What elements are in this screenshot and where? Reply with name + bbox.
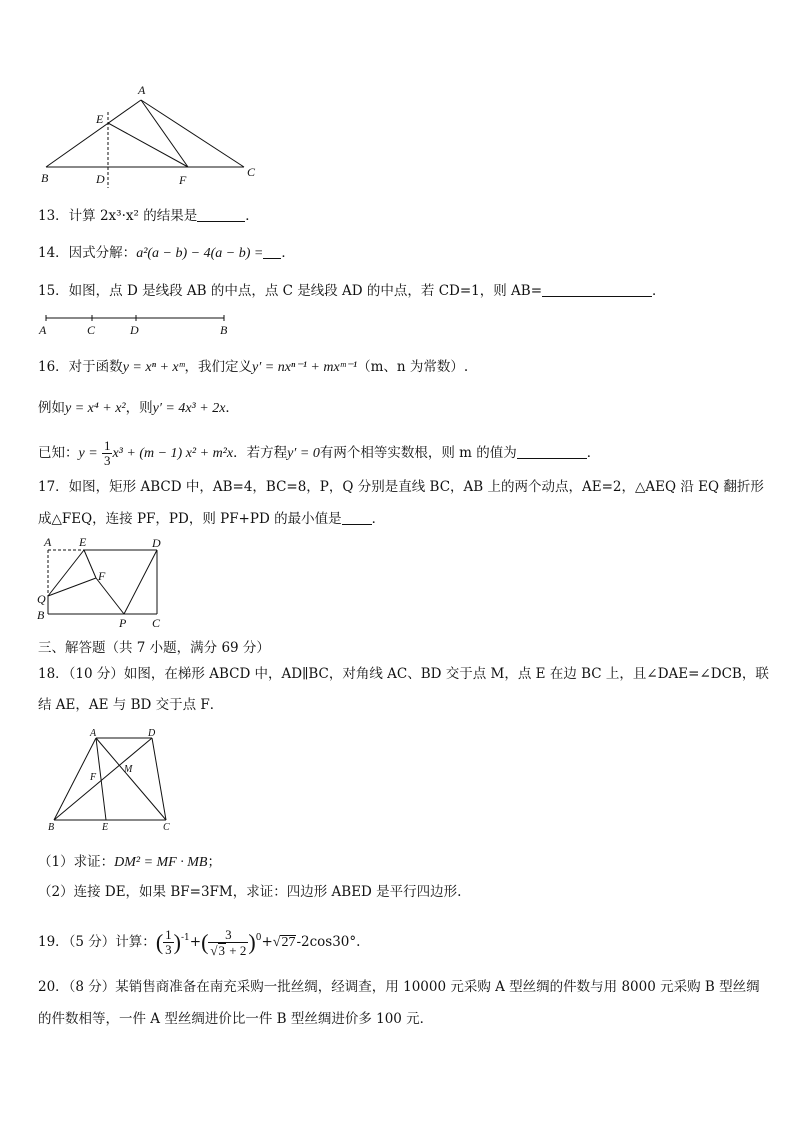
rect-label-D: D — [152, 536, 161, 550]
q16-example-tail: ． — [225, 400, 239, 416]
rect-label-E: E — [79, 535, 87, 549]
q20-line1: 20．（8 分）某销售商准备在南充采购一批丝绸，经调查，用 10000 元采购 A 型丝绸的件数与用 8000 元采购 B 型丝绸 — [38, 979, 760, 995]
trap-label-B: B — [48, 822, 55, 833]
q19-plus2: + — [261, 934, 273, 950]
trapezoid-figure — [44, 726, 174, 836]
triangle-figure — [36, 82, 266, 192]
q16-known-mid: ．若方程 — [233, 445, 288, 461]
question-18-line2 — [38, 695, 223, 715]
segment-PD — [124, 550, 157, 614]
q16-known-y: y = — [78, 446, 98, 461]
seg-label-B: B — [220, 323, 228, 337]
q13-tail: ． — [245, 208, 259, 224]
q16-frac-den: 3 — [103, 453, 111, 468]
rect-label-B: B — [37, 608, 45, 622]
label-D: D — [96, 172, 105, 186]
label-E: E — [96, 112, 104, 126]
segment-figure — [36, 310, 236, 338]
q15-blank[interactable] — [542, 282, 652, 297]
label-B: B — [41, 171, 49, 185]
q16-example-prefix: 例如 — [38, 400, 65, 416]
seg-label-A: A — [39, 323, 47, 337]
q16-mid: ，我们定义 — [184, 359, 252, 375]
q18-line1: 18．（10 分）如图，在梯形 ABCD 中，AD∥BC，对角线 AC、BD 交于点 M，点 E 在边 BC 上，且∠DAE=∠DCB，联 — [38, 666, 769, 682]
rect-label-Q: Q — [37, 592, 46, 606]
q15-text: 15．如图，点 D 是线段 AB 的中点，点 C 是线段 AD 的中点，若 CD=1，则 AB= — [38, 283, 543, 299]
question-13 — [38, 206, 259, 226]
question-17-line1 — [38, 477, 764, 497]
segment-AC — [141, 100, 244, 167]
q16-example-fn: y = x⁴ + x² — [65, 401, 126, 416]
segment-FP — [96, 578, 124, 614]
q19-frac2-root: 3 — [218, 942, 226, 958]
q16-example-deriv: y′ = 4x³ + 2x — [152, 401, 226, 416]
q16-known-rest: x³ + (m − 1) x² + m²x — [112, 446, 234, 461]
q16-fraction — [102, 439, 113, 468]
q16-end: ． — [586, 445, 601, 461]
q19-exp2: 0 — [255, 933, 262, 943]
q13-blank[interactable] — [197, 207, 245, 222]
q16-derivative-def: y′ = nxⁿ⁻¹ + mxᵐ⁻¹ — [251, 360, 358, 375]
q14-tail: ． — [281, 245, 295, 261]
segment-DC — [152, 738, 166, 820]
q19-root27: 27 — [281, 935, 296, 950]
label-A: A — [138, 83, 146, 97]
question-17-line2 — [38, 509, 385, 529]
question-20-line2 — [38, 1009, 433, 1029]
q19-prefix: 19．（5 分）计算： — [38, 934, 156, 950]
segment-BD — [54, 738, 152, 820]
seg-label-C: C — [87, 323, 96, 337]
section-3-title — [38, 638, 270, 658]
trap-label-D: D — [148, 728, 156, 739]
q18-part1-expr: DM² = MF · MB — [114, 855, 208, 870]
q16-prefix: 16．对于函数 — [38, 359, 123, 375]
segment-EF — [84, 550, 96, 578]
q19-frac2-den-tail: + 2 — [229, 942, 247, 958]
q18-part2: （2）连接 DE，如果 BF=3FM，求证：四边形 ABED 是平行四边形. — [38, 884, 462, 900]
q14-expr: a²(a − b) − 4(a − b) = — [136, 246, 264, 261]
q18-line2: 结 AE，AE 与 BD 交于点 F． — [38, 697, 224, 713]
q19-frac1-den: 3 — [165, 942, 172, 957]
rect-label-P: P — [119, 616, 127, 630]
question-18-line1 — [38, 664, 769, 684]
rect-label-C: C — [152, 616, 161, 630]
q16-known-tail: 有两个相等实数根，则 m 的值为 — [319, 445, 517, 461]
segment-EF — [108, 123, 188, 167]
trap-label-A: A — [90, 728, 97, 739]
question-18-part2 — [38, 882, 461, 902]
q16-frac-num: 1 — [103, 438, 111, 453]
q16-blank[interactable] — [517, 444, 587, 459]
q19-plus1: + — [189, 934, 202, 950]
q13-text: 13．计算 2x³·x² 的结果是 — [38, 208, 198, 224]
q17-tail: ． — [371, 511, 386, 527]
question-20-line1 — [38, 977, 760, 997]
q19-frac1-num: 1 — [165, 927, 172, 942]
q19-frac1 — [163, 928, 174, 957]
trap-label-M: M — [124, 764, 133, 775]
rectangle-figure — [34, 534, 174, 630]
rect-label-A: A — [44, 535, 52, 549]
trap-label-E: E — [102, 822, 109, 833]
segment-AE — [96, 738, 106, 820]
question-16-line1 — [38, 357, 468, 378]
q14-prefix: 14．因式分解： — [38, 245, 137, 261]
trap-label-F: F — [90, 772, 97, 783]
segment-AC — [96, 738, 166, 820]
q19-tail: -2cos30°. — [296, 934, 361, 950]
section-3-text: 三、解答题（共 7 小题，满分 69 分） — [38, 640, 270, 656]
q16-known-prefix: 已知： — [38, 445, 79, 461]
label-C: C — [247, 165, 256, 179]
q19-frac2-den: √3 + 2 — [210, 942, 247, 958]
trap-label-C: C — [163, 822, 170, 833]
q20-line2: 的件数相等，一件 A 型丝绸进价比一件 B 型丝绸进价多 100 元． — [38, 1011, 434, 1027]
question-16-line3 — [38, 438, 600, 469]
q14-blank[interactable] — [263, 244, 281, 259]
question-16-line2 — [38, 398, 239, 419]
rect-label-F: F — [98, 569, 106, 583]
q19-frac2-num: 3 — [208, 928, 248, 943]
q19-frac2 — [208, 928, 248, 958]
q16-equation: y′ = 0 — [287, 446, 320, 461]
q19-exp1: -1 — [180, 933, 190, 943]
question-18-part1 — [38, 852, 221, 873]
q18-part1-tail: ； — [207, 854, 221, 870]
label-F: F — [179, 173, 187, 187]
q15-tail: ． — [652, 283, 666, 299]
q18-part1-prefix: （1）求证： — [38, 854, 115, 870]
q16-tail: （m、n 为常数）. — [357, 359, 469, 375]
seg-label-D: D — [130, 323, 139, 337]
q16-example-mid: ，则 — [125, 400, 153, 416]
q17-line2: 成△FEQ，连接 PF，PD，则 PF+PD 的最小值是 — [38, 511, 342, 527]
question-15 — [38, 281, 666, 301]
q17-blank[interactable] — [342, 510, 372, 525]
q17-line1: 17．如图，矩形 ABCD 中，AB=4，BC=8，P，Q 分别是直线 BC，AB 上的两个动点，AE=2，△AEQ 沿 EQ 翻折形 — [38, 479, 764, 495]
q16-function: y = xⁿ + xᵐ — [122, 360, 185, 375]
question-14 — [38, 243, 295, 264]
segment-AF — [141, 100, 188, 167]
question-19: 19．（5 分）计算：( $\frac{1}{3}$ )$^{-1}$+( $\frac{3}{√3 + 2}$ )$^0$+√27-2cos30°. — [38, 926, 361, 958]
